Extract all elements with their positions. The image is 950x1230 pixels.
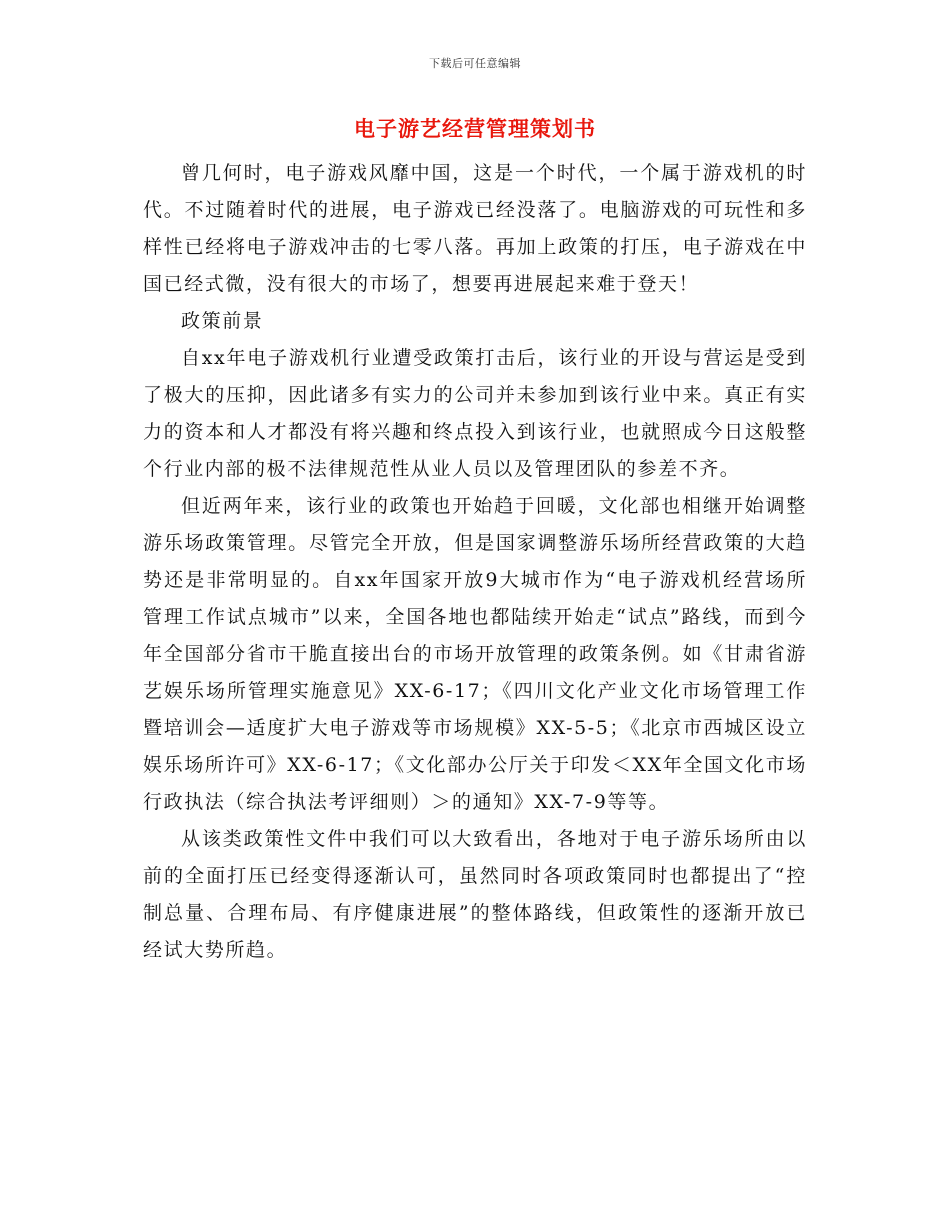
document-title: 电子游艺经营管理策划书 (354, 116, 596, 141)
document-body (143, 155, 807, 969)
paragraph-policy-conclusion: 从该类政策性文件中我们可以大致看出，各地对于电子游乐场所由以前的全面打压已经变得逐渐认可，虽然同时各项政策同时也都提出了“控制总量、合理布局、有序健康进展”的整体路线，但政策性的逐渐开放已经试大势所趋。 (143, 828, 807, 961)
header-note: 下载后可任意编辑 (429, 57, 521, 70)
paragraph-intro: 曾几何时，电子游戏风靡中国，这是一个时代，一个属于游戏机的时代。不过随着时代的进展，电子游戏已经没落了。电脑游戏的可玩性和多样性已经将电子游戏冲击的七零八落。再加上政策的打压，电子游戏在中国已经式微，没有很大的市场了，想要再进展起来难于登天！ (143, 162, 807, 295)
section-heading-policy: 政策前景 (181, 310, 264, 332)
paragraph-policy-recent: 但近两年来，该行业的政策也开始趋于回暖，文化部也相继开始调整游乐场政策管理。尽管完全开放，但是国家调整游乐场所经营政策的大趋势还是非常明显的。自xx年国家开放9大城市作为“电子游戏机经营场所管理工作试点城市”以来，全国各地也都陆续开始走“试点”路线，而到今年全国部分省市干脆直接出台的市场开放管理的政策条例。如《甘肃省游艺娱乐场所管理实施意见》XX-6-17；《四川文化产业文化市场管理工作暨培训会—适度扩大电子游戏等市场规模》XX-5-5；《北京市西城区设立娱乐场所许可》XX-6-17；《文化部办公厅关于印发＜XX年全国文化市场行政执法（综合执法考评细则）＞的通知》XX-7-9等等。 (143, 495, 807, 813)
paragraph-policy-history: 自xx年电子游戏机行业遭受政策打击后，该行业的开设与营运是受到了极大的压抑，因此诸多有实力的公司并未参加到该行业中来。真正有实力的资本和人才都没有将兴趣和终点投入到该行业，也就照成今日这般整个行业内部的极不法律规范性从业人员以及管理团队的参差不齐。 (143, 347, 807, 480)
